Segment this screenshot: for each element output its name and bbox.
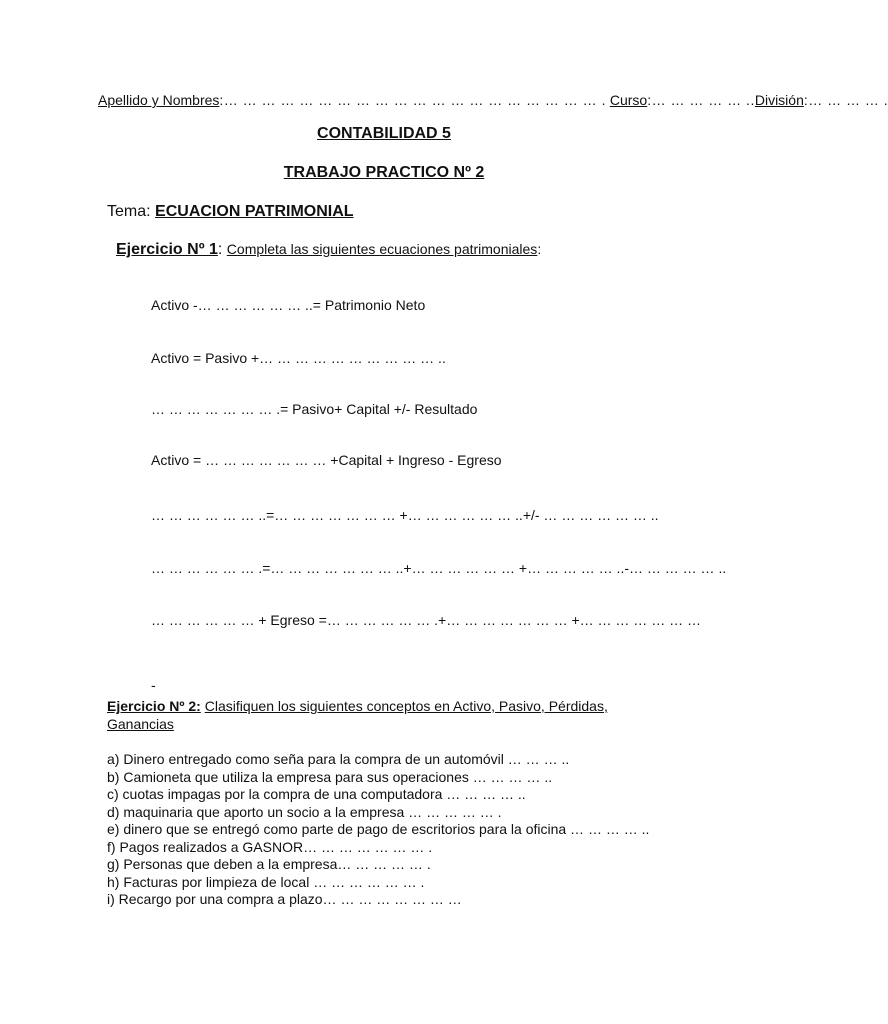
list-item-d: d) maquinaria que aporto un socio a la empresa … … … … … . [107, 803, 502, 820]
equation-4: Activo = … … … … … … … +Capital + Ingreso - Egreso [151, 452, 502, 468]
name-blank: :… … … … … … … … … … … … … … … … … … … … . [219, 92, 606, 108]
name-label: Apellido y Nombres [98, 92, 220, 108]
student-info-line [98, 92, 888, 108]
list-item-f: f) Pagos realizados a GASNOR… … … … … … … . [107, 838, 433, 855]
topic-value: ECUACION PATRIMONIAL [155, 203, 354, 220]
page-subtitle [0, 164, 768, 182]
exercise2-list [107, 751, 649, 909]
equation-7: … … … … … … + Egreso =… … … … … … .+… … … … … … … +… … … … … … … [151, 612, 701, 628]
exercise2-heading-block [107, 698, 667, 733]
page-title [0, 125, 768, 143]
exercise2-instruction-line2: Ganancias [107, 715, 174, 732]
course-label: Curso [609, 92, 648, 108]
topic-line [107, 203, 354, 221]
exercise1-heading: Ejercicio Nº 1 [116, 241, 218, 258]
exercise2-heading: Ejercicio Nº 2: [107, 698, 201, 714]
list-item-i: i) Recargo por una compra a plazo… … … … … … … … [107, 891, 462, 907]
list-item-g: g) Personas que deben a la empresa… … … … … . [107, 856, 431, 872]
exercise1-instruction: Completa las siguientes ecuaciones patrimoniales [226, 241, 538, 257]
equation-5: … … … … … … ..=… … … … … … … +… … … … … … ..+/- … … … … … … .. [151, 507, 659, 523]
topic-label: Tema: [107, 203, 151, 220]
page-title-text: CONTABILIDAD 5 [317, 125, 451, 142]
list-item-b: b) Camioneta que utiliza la empresa para sus operaciones … … … … .. [107, 768, 553, 785]
list-item-a: a) Dinero entregado como seña para la compra de un automóvil … … … .. [107, 751, 570, 767]
division-blank: :… … … … . [803, 92, 888, 108]
course-blank: :… … … … … .. [647, 92, 755, 108]
page-subtitle-text: TRABAJO PRACTICO Nº 2 [283, 164, 485, 181]
equation-6: … … … … … … .=… … … … … … … ..+… … … … … … +… … … … … ..-… … … … … .. [151, 560, 727, 576]
exercise1-instruction-colon: : [537, 241, 542, 257]
list-item-e: e) dinero que se entregó como parte de pago de escritorios para la oficina … … … … .. [107, 821, 650, 837]
equation-1: Activo -… … … … … … ..= Patrimonio Neto [151, 297, 426, 313]
equation-3: … … … … … … … .= Pasivo+ Capital +/- Resultado [151, 401, 478, 417]
list-item-c: c) cuotas impagas por la compra de una computadora … … … … .. [107, 786, 526, 802]
exercise2-instruction-line1: Clasifiquen los siguientes conceptos en Activo, Pasivo, Pérdidas, [204, 698, 608, 714]
exercise1-colon: : [217, 241, 223, 258]
equation-2: Activo = Pasivo +… … … … … … … … … … .. [151, 350, 446, 366]
exercise1-heading-line [116, 241, 541, 259]
list-item-h: h) Facturas por limpieza de local … … … … … … . [107, 873, 425, 890]
division-label: División [754, 92, 804, 108]
trailing-mark: - [151, 677, 156, 693]
